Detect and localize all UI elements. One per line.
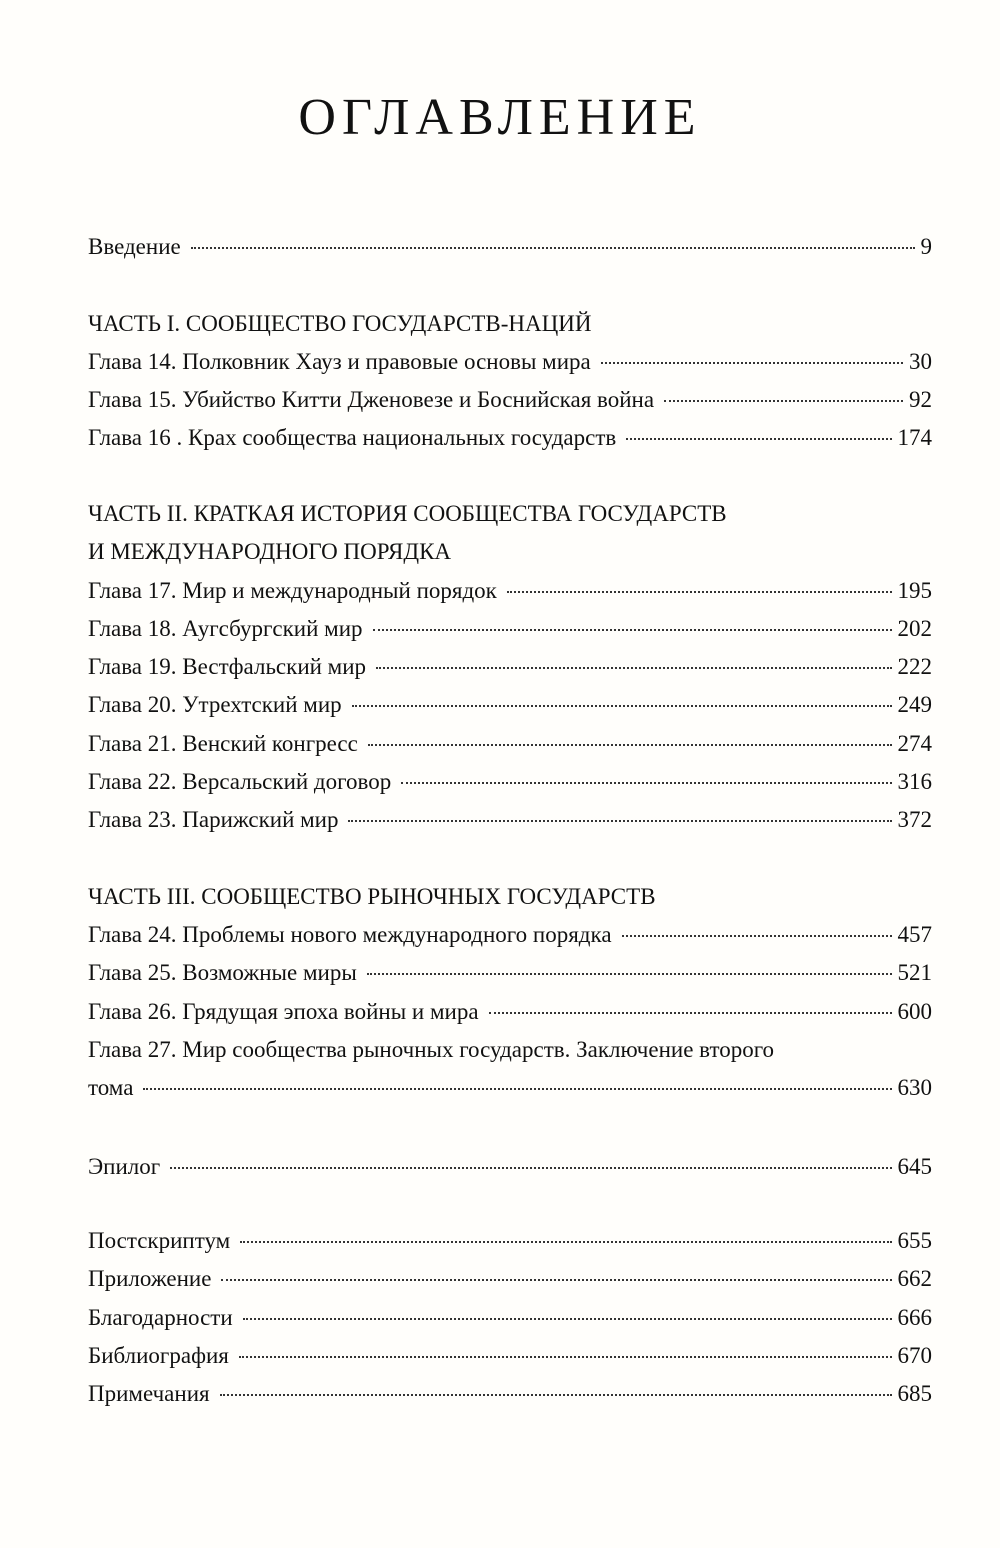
dot-leader [664, 400, 903, 402]
entry-label: Глава 16 . Крах сообщества национальных государств [88, 425, 617, 450]
dot-leader [243, 1318, 892, 1320]
entry-page-number: 645 [897, 1154, 932, 1179]
entry-label: Благодарности [88, 1305, 233, 1330]
dot-leader [373, 629, 892, 631]
entry-label: Постскриптум [88, 1228, 231, 1253]
dot-leader [239, 1356, 892, 1358]
toc-entry-chapter-24[interactable] [88, 920, 932, 950]
entry-page-number: 630 [897, 1075, 932, 1100]
dot-leader [626, 438, 891, 440]
entry-page-number: 92 [909, 387, 932, 412]
dot-leader [221, 1279, 891, 1281]
toc-entry-chapter-20[interactable] [88, 690, 932, 720]
toc-entry-chapter-16[interactable] [88, 423, 932, 453]
entry-label: Глава 14. Полковник Хауз и правовые основы мира [88, 349, 591, 374]
entry-label: Глава 15. Убийство Китти Дженовезе и Боснийская война [88, 387, 655, 412]
toc-entry-chapter-22[interactable] [88, 767, 932, 797]
toc-entry-postscript[interactable] [88, 1226, 932, 1256]
entry-label: тома [88, 1075, 134, 1100]
dot-leader [622, 935, 892, 937]
dot-leader [401, 782, 891, 784]
dot-leader [368, 744, 892, 746]
entry-label: Глава 19. Вестфальский мир [88, 654, 367, 679]
toc-entry-chapter-18[interactable] [88, 614, 932, 644]
dot-leader [143, 1088, 891, 1090]
dot-leader [240, 1241, 891, 1243]
entry-label: Приложение [88, 1266, 212, 1291]
page-title: ОГЛАВЛЕНИЕ [298, 89, 702, 146]
entry-page-number: 274 [897, 731, 932, 756]
entry-page-number: 662 [897, 1266, 932, 1291]
dot-leader [170, 1167, 891, 1169]
part-1-heading: ЧАСТЬ I. СООБЩЕСТВО ГОСУДАРСТВ-НАЦИЙ [88, 311, 592, 336]
toc-entry-chapter-25[interactable] [88, 958, 932, 988]
entry-label: Глава 23. Парижский мир [88, 807, 339, 832]
entry-page-number: 195 [897, 578, 932, 603]
chapter-27-label-line-1[interactable]: Глава 27. Мир сообщества рыночных государств. Заключение второго [88, 1037, 775, 1062]
entry-page-number: 30 [909, 349, 932, 374]
dot-leader [220, 1394, 892, 1396]
entry-page-number: 249 [897, 692, 932, 717]
toc-entry-chapter-21[interactable] [88, 729, 932, 759]
part-2-heading-line-1: ЧАСТЬ II. КРАТКАЯ ИСТОРИЯ СООБЩЕСТВА ГОСУДАРСТВ [88, 501, 727, 526]
entry-page-number: 316 [897, 769, 932, 794]
dot-leader [352, 705, 892, 707]
entry-page-number: 685 [897, 1381, 932, 1406]
entry-page-number: 670 [897, 1343, 932, 1368]
entry-label: Глава 26. Грядущая эпоха войны и мира [88, 999, 479, 1024]
entry-page-number: 174 [897, 425, 932, 450]
part-2-heading-line-2: И МЕЖДУНАРОДНОГО ПОРЯДКА [88, 539, 452, 564]
entry-label: Эпилог [88, 1154, 161, 1179]
dot-leader [507, 591, 892, 593]
entry-page-number: 9 [920, 234, 932, 259]
toc-entry-chapter-14[interactable] [88, 347, 932, 377]
dot-leader [489, 1012, 892, 1014]
toc-entry-chapter-17[interactable] [88, 576, 932, 606]
part-3-heading: ЧАСТЬ III. СООБЩЕСТВО РЫНОЧНЫХ ГОСУДАРСТВ [88, 884, 656, 909]
toc-entry-chapter-19[interactable] [88, 652, 932, 682]
entry-label: Библиография [88, 1343, 229, 1368]
entry-label: Глава 25. Возможные миры [88, 960, 357, 985]
entry-page-number: 666 [897, 1305, 932, 1330]
toc-entry-chapter-26[interactable] [88, 997, 932, 1027]
toc-entry-chapter-23[interactable] [88, 805, 932, 835]
toc-entry-notes[interactable] [88, 1379, 932, 1409]
entry-page-number: 457 [897, 922, 932, 947]
entry-page-number: 655 [897, 1228, 932, 1253]
dot-leader [601, 362, 903, 364]
dot-leader [376, 667, 891, 669]
dot-leader [348, 820, 891, 822]
entry-page-number: 372 [897, 807, 932, 832]
entry-label: Глава 21. Венский конгресс [88, 731, 358, 756]
toc-entry-appendix[interactable] [88, 1264, 932, 1294]
entry-label: Глава 24. Проблемы нового международного порядка [88, 922, 612, 947]
entry-label: Глава 20. Утрехтский мир [88, 692, 342, 717]
toc-entry-chapter-15[interactable] [88, 385, 932, 415]
toc-entry-epilogue[interactable] [88, 1152, 932, 1182]
entry-label: Глава 22. Версальский договор [88, 769, 392, 794]
entry-page-number: 600 [897, 999, 932, 1024]
entry-label: Глава 17. Мир и международный порядок [88, 578, 497, 603]
entry-label: Примечания [88, 1381, 210, 1406]
dot-leader [367, 973, 892, 975]
entry-page-number: 222 [897, 654, 932, 679]
entry-page-number: 521 [897, 960, 932, 985]
entry-page-number: 202 [897, 616, 932, 641]
toc-entry-bibliography[interactable] [88, 1341, 932, 1371]
entry-label: Введение [88, 234, 181, 259]
toc-entry-intro[interactable] [88, 232, 932, 262]
entry-label: Глава 18. Аугсбургский мир [88, 616, 363, 641]
toc-entry-acknowledgements[interactable] [88, 1303, 932, 1333]
toc-entry-chapter-27[interactable] [88, 1073, 932, 1103]
dot-leader [191, 247, 915, 249]
